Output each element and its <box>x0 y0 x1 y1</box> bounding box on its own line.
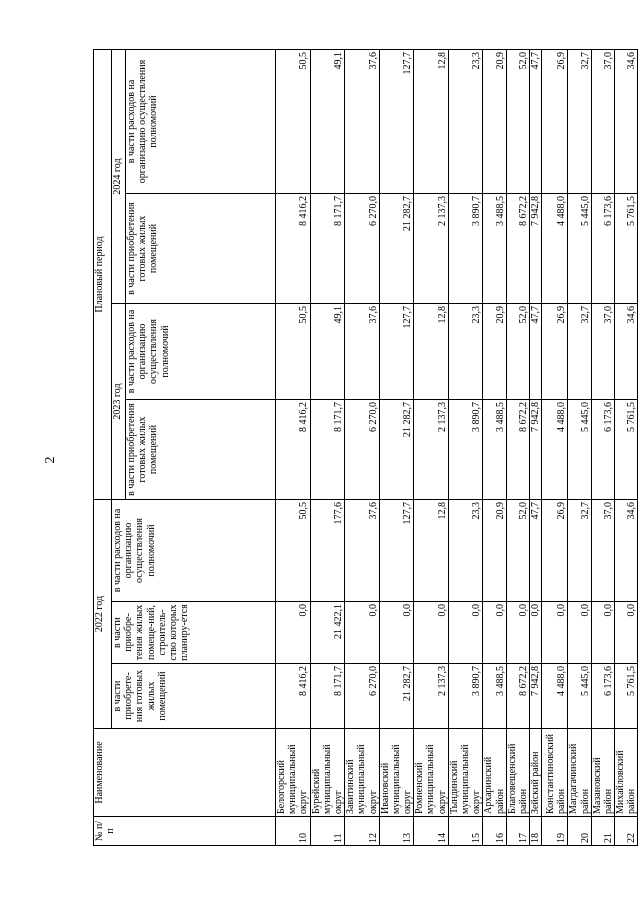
cell-2022-construction: 0,0 <box>448 602 483 664</box>
cell-2024-purchase: 7 942,8 <box>530 194 542 304</box>
row-number: 19 <box>542 817 568 846</box>
cell-2023-org: 20,9 <box>483 304 506 400</box>
cell-2022-org: 37,6 <box>345 500 380 602</box>
cell-2023-purchase: 3 488,5 <box>483 400 506 500</box>
cell-2022-construction: 0,0 <box>276 602 311 664</box>
cell-2024-purchase: 8 171,7 <box>310 194 345 304</box>
cell-2024-purchase: 3 488,5 <box>483 194 506 304</box>
cell-2022-org: 47,7 <box>530 500 542 602</box>
cell-2022-org: 26,9 <box>542 500 568 602</box>
cell-2022-purchase: 21 282,7 <box>379 664 414 729</box>
row-name: Завитинский муниципальный округ <box>345 729 380 817</box>
cell-2024-purchase: 3 890,7 <box>448 194 483 304</box>
cell-2022-purchase: 5 445,0 <box>568 664 591 729</box>
cell-2022-purchase: 5 761,5 <box>615 664 638 729</box>
header-2022-construction: в части приобре-тения жилых помеще-ний, строитель-ство которых планиру-ется <box>112 602 276 664</box>
table-row <box>310 50 345 846</box>
cell-2022-purchase: 2 137,3 <box>414 664 449 729</box>
cell-2022-construction: 21 422,1 <box>310 602 345 664</box>
row-number: 21 <box>591 817 614 846</box>
row-number: 20 <box>568 817 591 846</box>
cell-2022-org: 177,6 <box>310 500 345 602</box>
row-name: Михайловский район <box>615 729 638 817</box>
row-number: 15 <box>448 817 483 846</box>
cell-2023-purchase: 21 282,7 <box>379 400 414 500</box>
header-year-2023: 2023 год <box>112 304 126 500</box>
row-number: 13 <box>379 817 414 846</box>
cell-2023-purchase: 8 672,2 <box>506 400 529 500</box>
table-row <box>568 50 591 846</box>
cell-2023-org: 12,8 <box>414 304 449 400</box>
cell-2024-org: 12,8 <box>414 50 449 194</box>
row-name: Мазановский район <box>591 729 614 817</box>
cell-2024-purchase: 2 137,3 <box>414 194 449 304</box>
cell-2022-org: 12,8 <box>414 500 449 602</box>
header-number: № п/п <box>94 817 276 846</box>
row-number: 18 <box>530 817 542 846</box>
cell-2023-org: 34,6 <box>615 304 638 400</box>
cell-2022-purchase: 8 672,2 <box>506 664 529 729</box>
cell-2024-org: 34,6 <box>615 50 638 194</box>
cell-2023-org: 32,7 <box>568 304 591 400</box>
cell-2022-org: 20,9 <box>483 500 506 602</box>
cell-2023-purchase: 5 445,0 <box>568 400 591 500</box>
cell-2023-org: 23,3 <box>448 304 483 400</box>
cell-2023-purchase: 7 942,8 <box>530 400 542 500</box>
cell-2022-org: 50,5 <box>276 500 311 602</box>
cell-2024-purchase: 21 282,7 <box>379 194 414 304</box>
cell-2022-construction: 0,0 <box>379 602 414 664</box>
header-year-2024: 2024 год <box>112 50 126 304</box>
cell-2022-org: 52,0 <box>506 500 529 602</box>
cell-2022-construction: 0,0 <box>483 602 506 664</box>
cell-2022-purchase: 6 270,0 <box>345 664 380 729</box>
table-row <box>615 50 638 846</box>
header-2022-purchase: в части приобрете-ния готовых жилых помещений <box>112 664 276 729</box>
cell-2024-purchase: 8 416,2 <box>276 194 311 304</box>
row-name: Ромненский муниципальный округ <box>414 729 449 817</box>
cell-2024-purchase: 4 488,0 <box>542 194 568 304</box>
cell-2022-construction: 0,0 <box>414 602 449 664</box>
cell-2024-purchase: 5 761,5 <box>615 194 638 304</box>
cell-2022-construction: 0,0 <box>615 602 638 664</box>
cell-2023-purchase: 4 488,0 <box>542 400 568 500</box>
row-name: Тындинский муниципальный округ <box>448 729 483 817</box>
cell-2023-purchase: 3 890,7 <box>448 400 483 500</box>
row-name: Ивановский муниципальный округ <box>379 729 414 817</box>
cell-2024-org: 37,0 <box>591 50 614 194</box>
cell-2024-org: 47,7 <box>530 50 542 194</box>
cell-2024-org: 49,1 <box>310 50 345 194</box>
cell-2024-purchase: 6 173,6 <box>591 194 614 304</box>
row-name: Белогорский муниципальный округ <box>276 729 311 817</box>
header-2024-org: в части расходов на организацию осуществления полномочий <box>126 50 276 194</box>
cell-2024-org: 50,5 <box>276 50 311 194</box>
cell-2023-purchase: 8 416,2 <box>276 400 311 500</box>
row-name: Бурейский муниципальный округ <box>310 729 345 817</box>
cell-2022-construction: 0,0 <box>506 602 529 664</box>
cell-2023-org: 52,0 <box>506 304 529 400</box>
cell-2023-purchase: 2 137,3 <box>414 400 449 500</box>
cell-2022-construction: 0,0 <box>542 602 568 664</box>
cell-2022-purchase: 7 942,8 <box>530 664 542 729</box>
header-2023-org: в части расходов на организацию осуществления полномочий <box>126 304 276 400</box>
row-number: 17 <box>506 817 529 846</box>
cell-2022-org: 23,3 <box>448 500 483 602</box>
cell-2022-purchase: 4 488,0 <box>542 664 568 729</box>
cell-2024-org: 23,3 <box>448 50 483 194</box>
cell-2023-purchase: 8 171,7 <box>310 400 345 500</box>
cell-2022-purchase: 3 488,5 <box>483 664 506 729</box>
page-number: 2 <box>43 456 58 464</box>
table-row <box>483 50 506 846</box>
cell-2022-org: 127,7 <box>379 500 414 602</box>
table-row <box>530 50 542 846</box>
cell-2023-org: 127,7 <box>379 304 414 400</box>
cell-2022-construction: 0,0 <box>345 602 380 664</box>
cell-2024-org: 20,9 <box>483 50 506 194</box>
row-name: Магдагачинский район <box>568 729 591 817</box>
table-row <box>379 50 414 846</box>
cell-2024-purchase: 6 270,0 <box>345 194 380 304</box>
header-year-2022: 2022 год <box>94 500 112 729</box>
row-number: 10 <box>276 817 311 846</box>
row-name: Благовещенский район <box>506 729 529 817</box>
cell-2024-org: 37,6 <box>345 50 380 194</box>
table-row <box>542 50 568 846</box>
table-row <box>448 50 483 846</box>
cell-2024-purchase: 5 445,0 <box>568 194 591 304</box>
cell-2022-construction: 0,0 <box>530 602 542 664</box>
cell-2022-purchase: 8 171,7 <box>310 664 345 729</box>
cell-2023-org: 37,6 <box>345 304 380 400</box>
cell-2022-construction: 0,0 <box>591 602 614 664</box>
cell-2022-purchase: 3 890,7 <box>448 664 483 729</box>
cell-2023-org: 47,7 <box>530 304 542 400</box>
data-table <box>93 49 638 846</box>
cell-2023-purchase: 6 270,0 <box>345 400 380 500</box>
cell-2023-purchase: 6 173,6 <box>591 400 614 500</box>
row-number: 22 <box>615 817 638 846</box>
row-number: 12 <box>345 817 380 846</box>
cell-2022-purchase: 6 173,6 <box>591 664 614 729</box>
cell-2022-construction: 0,0 <box>568 602 591 664</box>
table-row <box>276 50 311 846</box>
cell-2022-org: 34,6 <box>615 500 638 602</box>
cell-2024-org: 127,7 <box>379 50 414 194</box>
table-row <box>591 50 614 846</box>
row-number: 16 <box>483 817 506 846</box>
cell-2024-org: 26,9 <box>542 50 568 194</box>
cell-2024-org: 52,0 <box>506 50 529 194</box>
header-2023-purchase: в части приобретения готовых жилых помещений <box>126 400 276 500</box>
cell-2024-org: 32,7 <box>568 50 591 194</box>
cell-2023-org: 50,5 <box>276 304 311 400</box>
cell-2024-purchase: 8 672,2 <box>506 194 529 304</box>
header-2022-org: в части расходов на организацию осуществления полномочий <box>112 500 276 602</box>
cell-2022-org: 37,0 <box>591 500 614 602</box>
cell-2022-org: 32,7 <box>568 500 591 602</box>
cell-2023-purchase: 5 761,5 <box>615 400 638 500</box>
row-number: 11 <box>310 817 345 846</box>
header-planned-period: Плановый период <box>94 50 112 500</box>
header-name: Наименование <box>94 729 276 817</box>
document-area <box>93 50 638 846</box>
cell-2023-org: 49,1 <box>310 304 345 400</box>
header-2024-purchase: в части приобретения готовых жилых помещений <box>126 194 276 304</box>
cell-2022-purchase: 8 416,2 <box>276 664 311 729</box>
row-name: Зейский район <box>530 729 542 817</box>
row-number: 14 <box>414 817 449 846</box>
table-row <box>506 50 529 846</box>
table-row <box>345 50 380 846</box>
cell-2023-org: 37,0 <box>591 304 614 400</box>
table-row <box>414 50 449 846</box>
row-name: Константиновский район <box>542 729 568 817</box>
cell-2023-org: 26,9 <box>542 304 568 400</box>
row-name: Архаринский район <box>483 729 506 817</box>
